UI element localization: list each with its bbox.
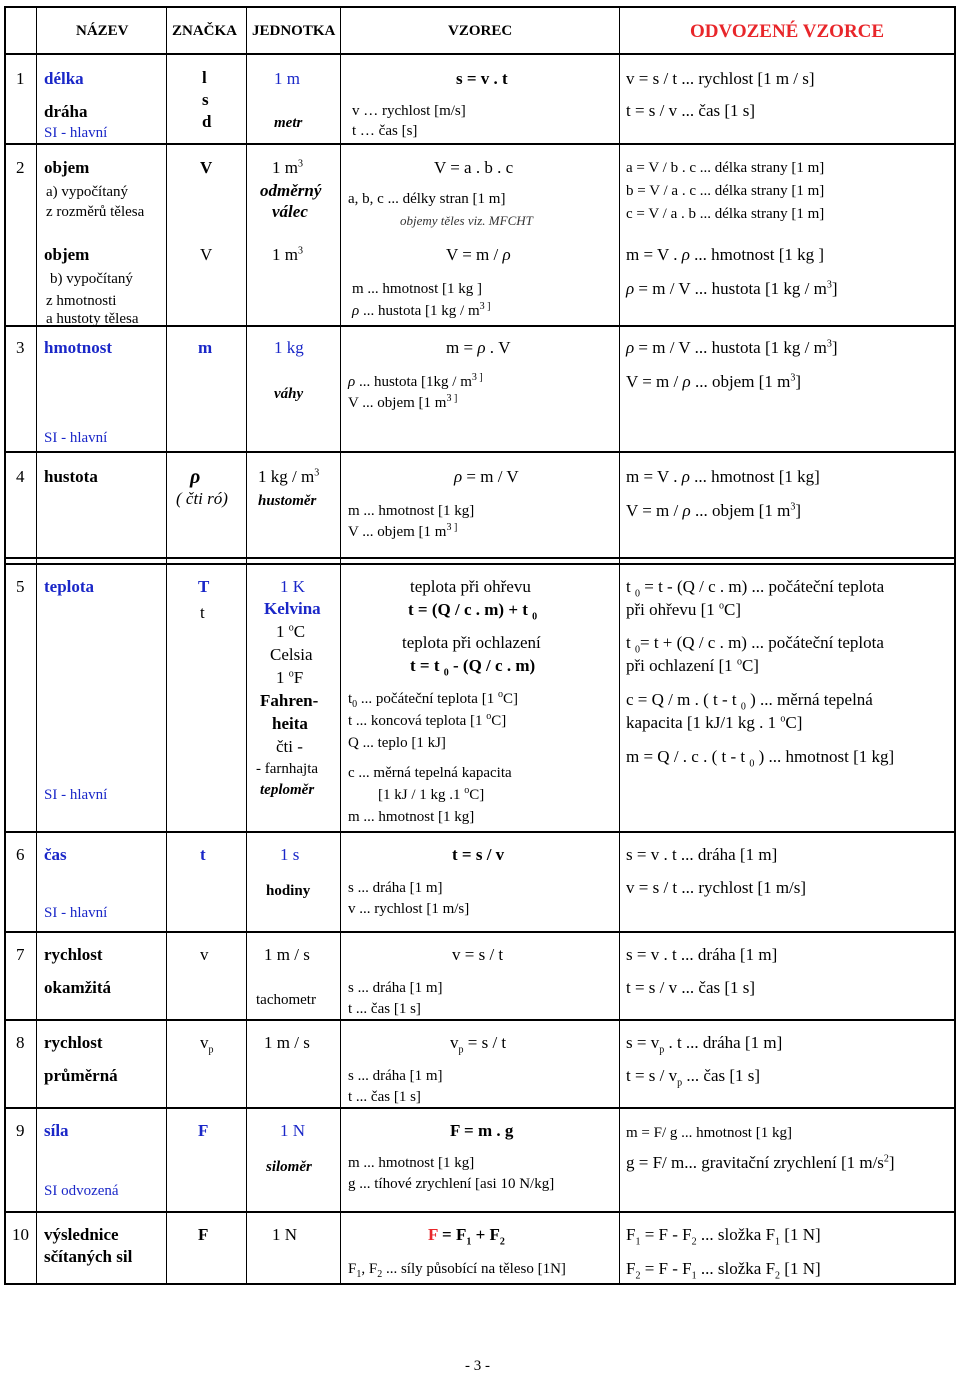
header-formula: VZOREC: [448, 23, 513, 39]
table-row: [6, 55, 954, 145]
quantity-name-alt: sčítaných sil: [44, 1247, 133, 1266]
table-row: [6, 1213, 954, 1283]
si-label: SI - hlavní: [44, 905, 108, 921]
unit: 1 kg: [274, 338, 304, 357]
derived-formula: c = V / a . b ... délka strany [1 m]: [626, 206, 825, 222]
derived-formula: t $_0$= t + (Q / c . m) ... počáteční teplota: [626, 633, 884, 656]
derived-formula: při ochlazení [1 $^o$C]: [626, 656, 759, 675]
formula-legend: v … rychlost [m/s]: [352, 103, 466, 119]
formula-legend: ρ ... hustota [1 kg / $m^{3 ]}$: [352, 301, 491, 319]
table-row: [6, 453, 954, 559]
unit-instrument: válec: [272, 202, 308, 221]
unit: 1 $^o$F: [276, 668, 304, 687]
symbol: T: [198, 577, 210, 596]
derived-formula: b = V / a . c ... délka strany [1 m]: [626, 183, 825, 199]
row-number: 1: [16, 69, 25, 88]
derived-formula: v = s / t ... rychlost [1 m/s]: [626, 878, 807, 897]
quantity-name: rychlost: [44, 1033, 103, 1052]
symbol-note: ( čti ró): [176, 489, 228, 508]
unit-name: Kelvina: [264, 599, 321, 618]
derived-formula: m = F/ g ... hmotnost [1 kg]: [626, 1125, 792, 1141]
table-row: [6, 563, 954, 833]
symbol: $v_p$: [200, 1033, 214, 1056]
derived-formula: ρ = m / V ... hustota [1 kg / $m^3$]: [626, 279, 838, 298]
unit: 1 $m^3$: [272, 158, 303, 177]
formula-legend: s ... dráha [1 m]: [348, 880, 443, 896]
row-number: 3: [16, 338, 25, 357]
formula: $F = F_1 + F_2$: [428, 1225, 505, 1248]
unit-instrument: váhy: [274, 386, 304, 402]
header-unit: JEDNOTKA: [252, 23, 336, 39]
quantity-name: objem: [44, 158, 90, 177]
header-derived: ODVOZENÉ VZORCE: [690, 21, 885, 42]
formula-legend: m ... hmotnost [1 kg]: [348, 1155, 475, 1171]
quantity-note: b) vypočítaný: [50, 271, 133, 287]
row-number: 7: [16, 945, 25, 964]
unit-name: heita: [272, 714, 308, 733]
formula: t = (Q / c . m) + t $_0$: [408, 600, 538, 623]
formula: t = s / v: [452, 845, 505, 864]
unit-note: čti -: [276, 737, 303, 756]
row-number: 5: [16, 577, 25, 596]
formula-legend: t … čas [s]: [352, 123, 418, 139]
unit: 1 m: [274, 69, 300, 88]
quantity-name: síla: [44, 1121, 69, 1140]
quantity-note: z hmotnosti: [46, 293, 117, 309]
derived-formula: t = s / v ... čas [1 s]: [626, 978, 756, 997]
derived-formula: m = V . ρ ... hmotnost [1 kg ]: [626, 245, 825, 264]
quantity-name: výslednice: [44, 1225, 119, 1244]
quantity-name: rychlost: [44, 945, 103, 964]
unit: 1 m / s: [264, 945, 310, 964]
formula-legend: V ... objem [1 $m^{3 ]}$: [348, 522, 458, 540]
row-number: 10: [12, 1225, 29, 1244]
formula-legend: s ... dráha [1 m]: [348, 1068, 443, 1084]
symbol: v: [200, 945, 209, 964]
formula-legend: ρ ... hustota [$1kg / m^{3 ]}$: [348, 372, 483, 390]
table-row: [6, 833, 954, 933]
symbol: m: [198, 338, 213, 357]
si-label: SI - hlavní: [44, 787, 108, 803]
symbol: s: [202, 90, 209, 109]
unit: 1 $^o$C: [276, 622, 306, 641]
header-name: NÁZEV: [76, 23, 129, 39]
formula: F = m . g: [450, 1121, 514, 1140]
formula: V = a . b . c: [434, 158, 514, 177]
unit-instrument: hustoměr: [258, 493, 317, 509]
row-number: 4: [16, 467, 25, 486]
symbol: t: [200, 845, 206, 864]
formula: $v_p = s / t$: [450, 1033, 507, 1056]
unit: 1 $m^3$: [272, 245, 303, 264]
unit-note: - farnhajta: [256, 761, 319, 777]
si-label: SI - hlavní: [44, 430, 108, 446]
derived-formula: $s = v_p$ . t ... dráha [1 m]: [626, 1033, 783, 1056]
derived-formula: m = V . ρ ... hmotnost [1 kg]: [626, 467, 820, 486]
row-number: 9: [16, 1121, 25, 1140]
unit: 1 s: [280, 845, 300, 864]
unit: 1 kg / $m^3$: [258, 467, 320, 486]
quantity-name: teplota: [44, 577, 95, 596]
unit-name: Celsia: [270, 645, 313, 664]
page-number: - 3 -: [465, 1358, 490, 1374]
derived-formula: t = s / v ... čas [1 s]: [626, 101, 756, 120]
formula: V = m / ρ: [446, 245, 511, 264]
formula-legend: t ... koncová teplota [1 $^o$C]: [348, 711, 507, 729]
table-row: [6, 933, 954, 1021]
quantity-note: z rozměrů tělesa: [46, 204, 145, 220]
unit-instrument: hodiny: [266, 883, 311, 899]
si-label: SI - hlavní: [44, 125, 108, 141]
quantity-note: a) vypočítaný: [46, 184, 129, 200]
symbol: ρ: [190, 466, 201, 488]
formula-legend: m ... hmotnost [1 kg]: [348, 809, 475, 825]
formula-legend: g ... tíhové zrychlení [asi 10 N/kg]: [348, 1176, 555, 1192]
formula-legend: c ... měrná tepelná kapacita: [348, 765, 512, 781]
unit-instrument: siloměr: [266, 1159, 312, 1175]
formula-legend: V ... objem [1 $m^{3 ]}$: [348, 393, 458, 411]
symbol: d: [202, 112, 212, 131]
quantity-note: a hustoty tělesa: [46, 311, 139, 327]
quantity-name: čas: [44, 845, 67, 864]
formula-legend: t ... čas [1 s]: [348, 1001, 421, 1017]
table-row: [6, 1109, 954, 1213]
formula: s = v . t: [456, 69, 508, 88]
si-label: SI odvozená: [44, 1183, 119, 1199]
unit-instrument: metr: [274, 115, 303, 131]
symbol: V: [200, 245, 213, 264]
quantity-name: objem: [44, 245, 90, 264]
quantity-name-alt: okamžitá: [44, 978, 112, 997]
formula-legend: s ... dráha [1 m]: [348, 980, 443, 996]
formula: v = s / t: [452, 945, 504, 964]
derived-formula: c = Q / m . ( t - t $_0$ ) ... měrná tepelná: [626, 690, 873, 713]
derived-formula: V = m / ρ ... objem [1 $m^3$]: [626, 501, 801, 520]
formula-legend: Q ... teplo [1 kJ]: [348, 735, 446, 751]
symbol: F: [198, 1121, 209, 1140]
formula-legend: m ... hmotnost [1 kg ]: [352, 281, 482, 297]
formula-legend: a, b, c ... délky stran [1 m]: [348, 191, 506, 207]
quantity-name: hustota: [44, 467, 98, 486]
row-number: 2: [16, 158, 25, 177]
derived-formula: s = v . t ... dráha [1 m]: [626, 945, 778, 964]
symbol: F: [198, 1225, 209, 1244]
formula-legend: $t_0$ ... počáteční teplota [1 $^o$C]: [348, 689, 518, 710]
formula-note: objemy těles viz. MFCHT: [400, 213, 533, 228]
unit-instrument: odměrný: [260, 181, 322, 200]
symbol: t: [200, 603, 205, 622]
quantity-name: délka: [44, 69, 84, 88]
quantity-name-alt: průměrná: [44, 1066, 118, 1085]
header-sign: ZNAČKA: [172, 23, 238, 39]
derived-formula: při ohřevu [1 $^o$C]: [626, 600, 742, 619]
unit: 1 N: [272, 1225, 298, 1244]
formula-legend: t ... čas [1 s]: [348, 1089, 421, 1105]
formula: t = t $_0$ - (Q / c . m): [410, 656, 536, 679]
row-number: 8: [16, 1033, 25, 1052]
derived-formula: $t = s / v_p$ ... čas [1 s]: [626, 1066, 761, 1089]
derived-formula: kapacita [1 kJ/1 kg . 1 $^o$C]: [626, 713, 803, 732]
quantity-name-alt: dráha: [44, 102, 88, 121]
symbol: l: [202, 68, 207, 87]
formula-legend: m ... hmotnost [1 kg]: [348, 503, 475, 519]
unit: 1 N: [280, 1121, 306, 1140]
table-row: [6, 145, 954, 327]
unit-instrument: teploměr: [260, 782, 315, 798]
derived-formula: $F_2 = F - F_1$ ... složka $F_2$ [1 N]: [626, 1259, 821, 1282]
derived-formula: g = F/ m... gravitační zrychlení [1 $m/s^2$]: [626, 1153, 895, 1172]
derived-formula: V = m / ρ ... objem [1 $m^3$]: [626, 372, 801, 391]
derived-formula: v = s / t ... rychlost [1 m / s]: [626, 69, 815, 88]
derived-formula: ρ = m / V ... hustota [1 kg / $m^3$]: [626, 338, 838, 357]
unit: 1 K: [280, 577, 306, 596]
table-row: [6, 327, 954, 453]
formula-title: teplota při ohřevu: [410, 577, 531, 596]
unit: 1 m / s: [264, 1033, 310, 1052]
formula-legend: $F_1$, $F_2$ ... síly působící na těleso [1N]: [348, 1261, 566, 1280]
unit-instrument: tachometr: [256, 992, 316, 1008]
formula-title: teplota při ochlazení: [402, 633, 541, 652]
formula: ρ = m / V: [454, 467, 519, 486]
physics-quantities-table: [4, 6, 956, 1285]
table-row: [6, 1021, 954, 1109]
table-header: [6, 8, 954, 55]
row-number: 6: [16, 845, 25, 864]
formula-legend: v ... rychlost [1 m/s]: [348, 901, 470, 917]
symbol: V: [200, 158, 213, 177]
formula-legend: [1 kJ / 1 kg .1 $^o$C]: [378, 785, 485, 803]
quantity-name: hmotnost: [44, 338, 113, 357]
formula: m = ρ . V: [446, 338, 511, 357]
derived-formula: a = V / b . c ... délka strany [1 m]: [626, 160, 825, 176]
derived-formula: t $_0$ = t - (Q / c . m) ... počáteční teplota: [626, 577, 885, 600]
derived-formula: s = v . t ... dráha [1 m]: [626, 845, 778, 864]
derived-formula: $F_1 = F - F_2$ ... složka $F_1$ [1 N]: [626, 1225, 821, 1248]
derived-formula: m = Q / . c . ( t - t $_0$ ) ... hmotnost [1 kg]: [626, 747, 895, 770]
unit-name: Fahren-: [260, 691, 319, 710]
